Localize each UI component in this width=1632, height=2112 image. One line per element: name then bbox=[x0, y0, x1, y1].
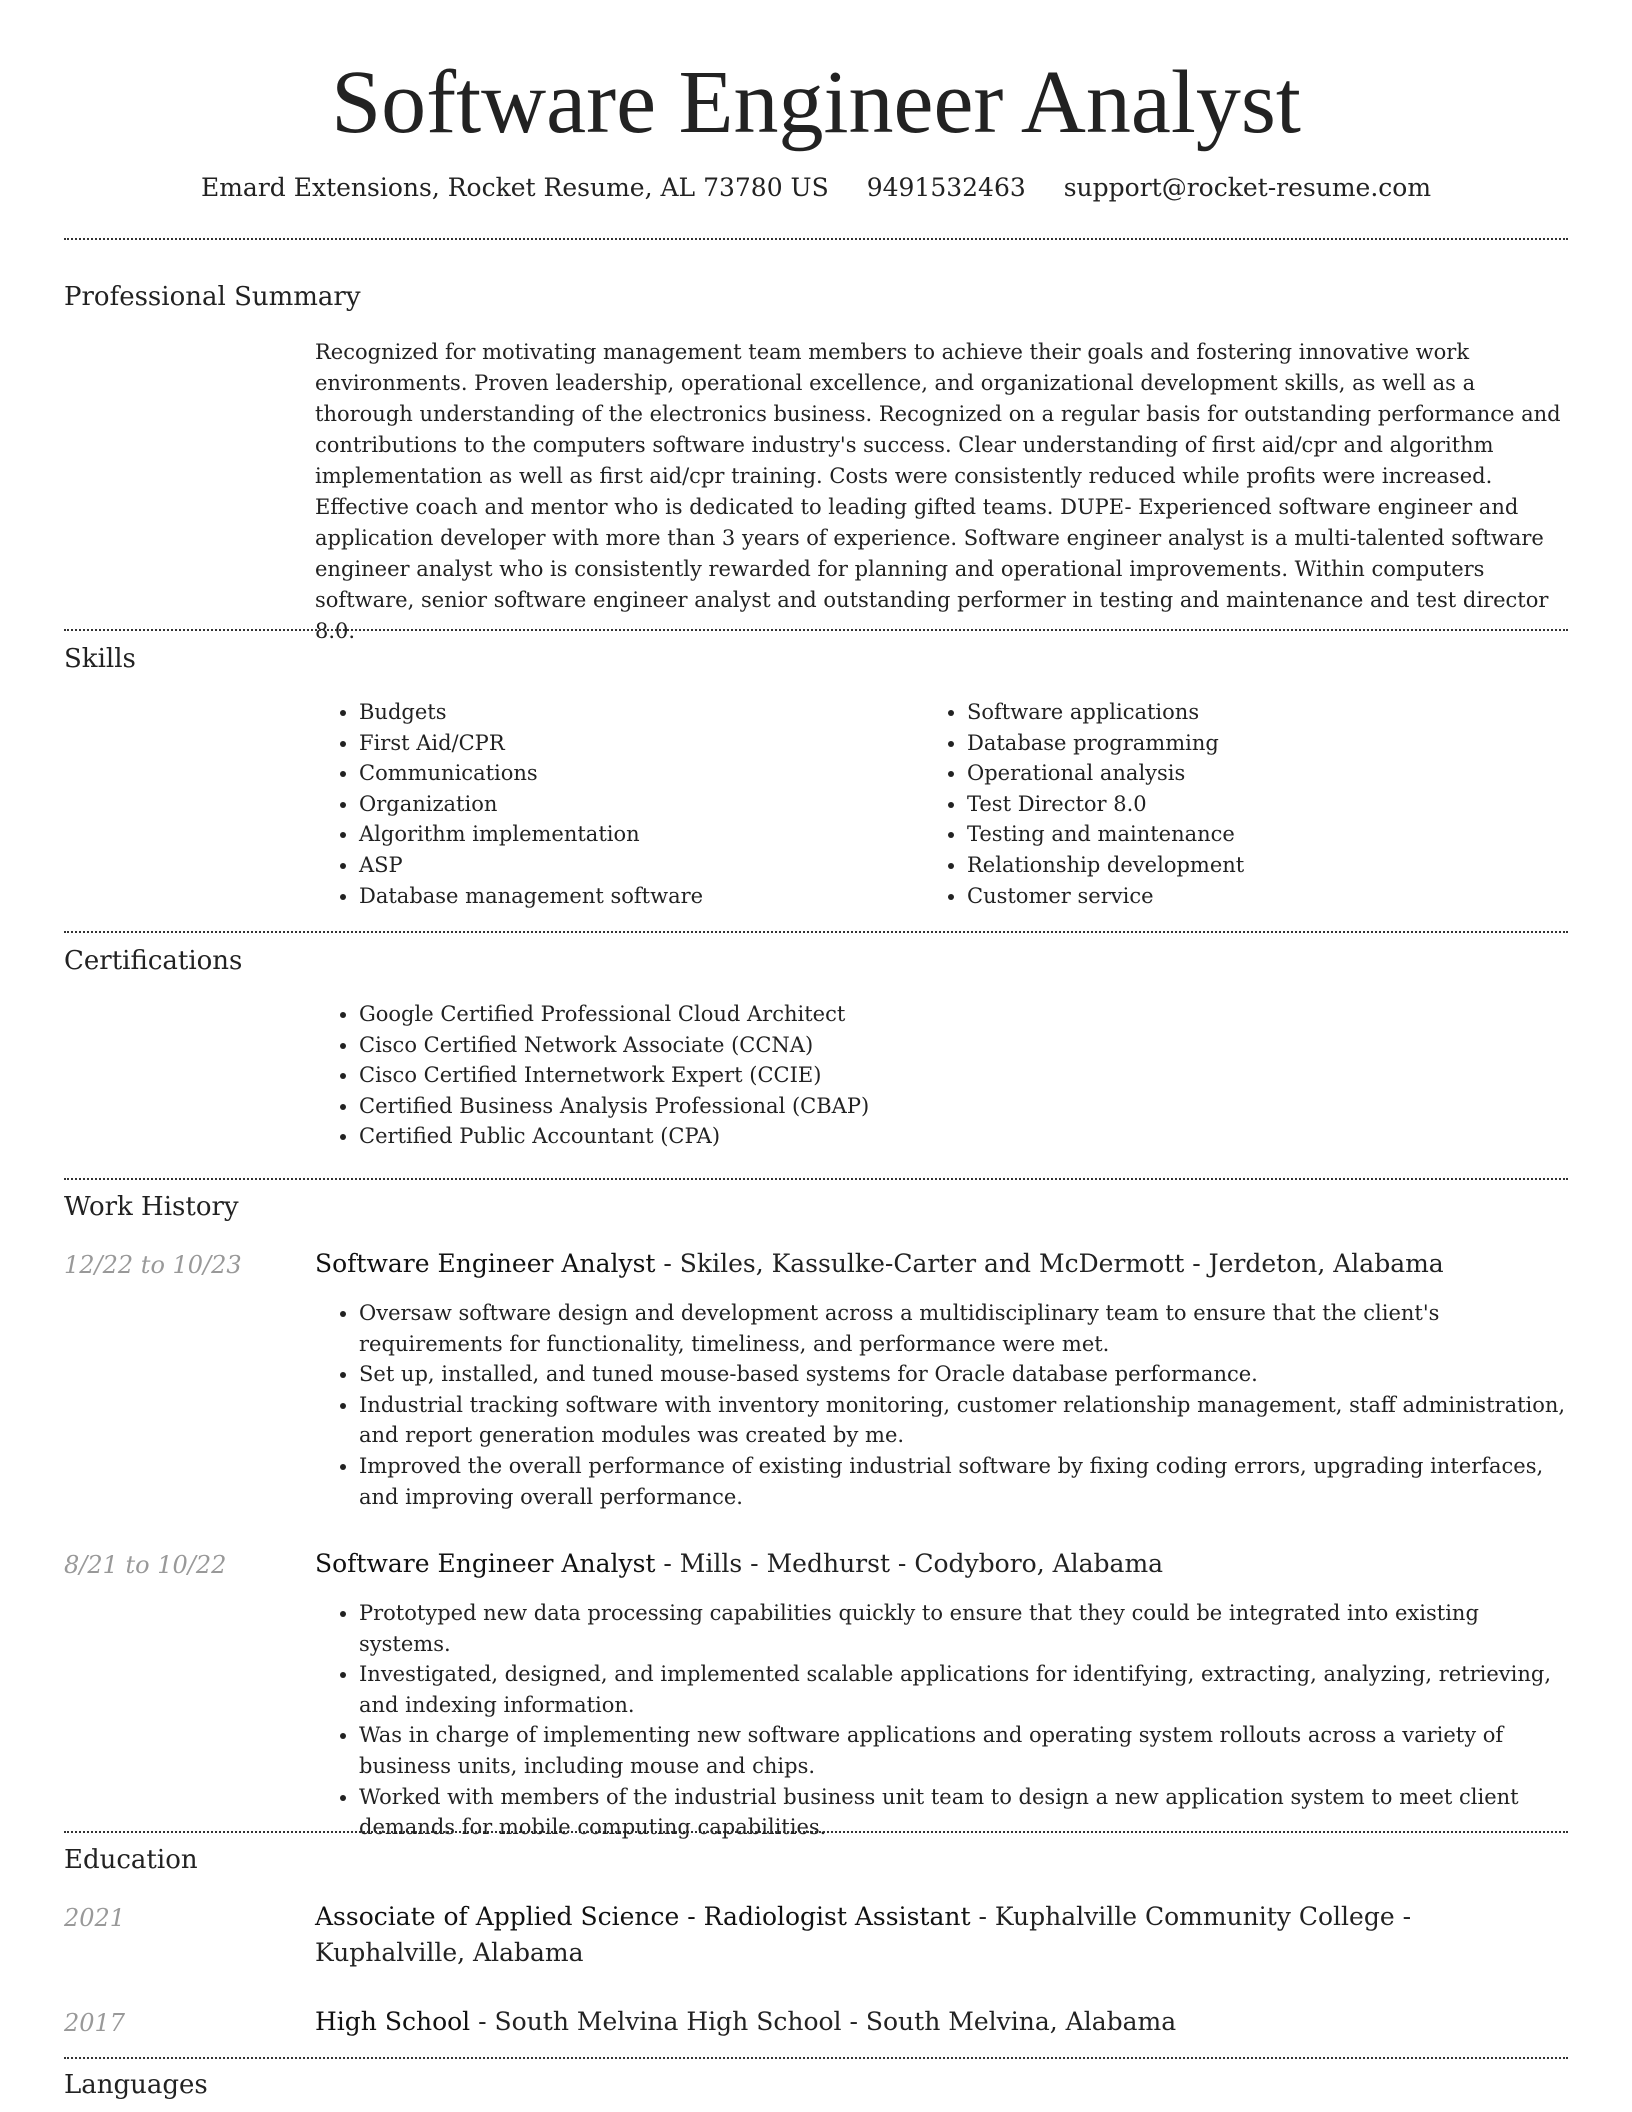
job-title: Software Engineer Analyst bbox=[315, 1549, 656, 1578]
skill-item: • Testing and maintenance bbox=[967, 819, 1567, 850]
section-divider bbox=[64, 1178, 1568, 1180]
skill-item: • Relationship development bbox=[967, 850, 1567, 881]
skill-item: • Customer service bbox=[967, 881, 1567, 912]
job-dates: 8/21 to 10/22 bbox=[64, 1551, 227, 1579]
job-employer-location: - Skiles, Kassulke-Carter and McDermott - Jerdeton, Alabama bbox=[655, 1249, 1444, 1278]
certification-item: • Certified Public Accountant (CPA) bbox=[359, 1121, 1559, 1152]
skill-item: • Algorithm implementation bbox=[359, 819, 919, 850]
education-school: - Kuphalville Community College - Kuphalville, Alabama bbox=[315, 1902, 1412, 1967]
skill-item: • Software applications bbox=[967, 697, 1567, 728]
section-title-languages: Languages bbox=[64, 2070, 208, 2100]
candidate-name: Software Engineer Analyst bbox=[331, 53, 1301, 152]
section-divider bbox=[64, 629, 1568, 631]
contact-phone: 9491532463 bbox=[866, 173, 1026, 202]
contact-address: Emard Extensions, Rocket Resume, AL 73780 US bbox=[200, 173, 829, 202]
job-bullet: • Investigated, designed, and implemented scalable applications for identifying, extracting, analyzing, retrieving, and indexing information. bbox=[359, 1659, 1575, 1720]
job-bullet: • Set up, installed, and tuned mouse-based systems for Oracle database performance. bbox=[359, 1359, 1575, 1390]
job-bullet: • Was in charge of implementing new software applications and operating system rollouts across a variety of business units, including mouse and chips. bbox=[359, 1720, 1575, 1781]
job-heading bbox=[315, 1246, 1575, 1282]
job-employer-location: - Mills - Medhurst - Codyboro, Alabama bbox=[655, 1549, 1164, 1578]
skill-item: • Database programming bbox=[967, 728, 1567, 759]
section-divider bbox=[64, 1831, 1568, 1833]
skill-item: • Database management software bbox=[359, 881, 919, 912]
section-title-summary: Professional Summary bbox=[64, 282, 361, 312]
education-school: - South Melvina High School - South Melvina, Alabama bbox=[470, 2007, 1177, 2036]
summary-text: Recognized for motivating management team members to achieve their goals and fostering innovative work environments. Proven leadership, operational excellence, and organizational development skills, as well as a thorough understanding of the electronics business. Recognized on a regular basis for outstanding performance and contributions to the computers software industry's success. Clear understanding of first aid/cpr and algorithm implementation as well as first aid/cpr training. Costs were consistently reduced while profits were increased. Effective coach and mentor who is dedicated to leading gifted teams. DUPE- Experienced software engineer and application developer with more than 3 years of experience. Software engineer analyst is a multi-talented software engineer analyst who is consistently rewarded for planning and operational improvements. Within computers software, senior software engineer analyst and outstanding performer in testing and maintenance and test director 8.0. bbox=[315, 340, 1561, 643]
job-bullets bbox=[315, 1598, 1575, 1843]
job-bullets bbox=[315, 1298, 1575, 1512]
skill-item: • Organization bbox=[359, 789, 919, 820]
section-title-skills: Skills bbox=[64, 644, 136, 674]
job-bullet: • Worked with members of the industrial business unit team to design a new application system to meet client demands for mobile computing capabilities. bbox=[359, 1782, 1575, 1843]
section-title-certifications: Certifications bbox=[64, 946, 243, 976]
job-bullet: • Oversaw software design and development across a multidisciplinary team to ensure that the client's requirements for functionality, timeliness, and performance were met. bbox=[359, 1298, 1575, 1359]
education-entry bbox=[315, 2004, 1575, 2040]
job-bullet: • Prototyped new data processing capabilities quickly to ensure that they could be integrated into existing systems. bbox=[359, 1598, 1575, 1659]
section-divider bbox=[64, 2057, 1568, 2059]
job-title: Software Engineer Analyst bbox=[315, 1249, 656, 1278]
skill-item: • Operational analysis bbox=[967, 758, 1567, 789]
certification-item: • Certified Business Analysis Professional (CBAP) bbox=[359, 1091, 1559, 1122]
job-dates: 12/22 to 10/23 bbox=[64, 1251, 242, 1279]
certifications-list bbox=[315, 999, 1559, 1152]
contact-line bbox=[0, 171, 1632, 205]
skill-item: • Test Director 8.0 bbox=[967, 789, 1567, 820]
skills-list-left bbox=[315, 697, 919, 911]
job-bullet: • Improved the overall performance of existing industrial software by fixing coding errors, upgrading interfaces, and improving overall performance. bbox=[359, 1451, 1575, 1512]
skill-item: • ASP bbox=[359, 850, 919, 881]
education-degree: High School bbox=[315, 2007, 471, 2036]
education-entry bbox=[315, 1899, 1535, 1971]
section-title-work-history: Work History bbox=[64, 1192, 239, 1222]
certification-item: • Cisco Certified Internetwork Expert (CCIE) bbox=[359, 1060, 1559, 1091]
job-heading bbox=[315, 1546, 1575, 1582]
skill-item: • First Aid/CPR bbox=[359, 728, 919, 759]
contact-email[interactable]: support@rocket-resume.com bbox=[1063, 173, 1432, 202]
education-year: 2021 bbox=[64, 1904, 126, 1932]
certification-item: • Google Certified Professional Cloud Architect bbox=[359, 999, 1559, 1030]
education-year: 2017 bbox=[64, 2009, 126, 2037]
job-bullet: • Industrial tracking software with inventory monitoring, customer relationship management, staff administration, and report generation modules was created by me. bbox=[359, 1390, 1575, 1451]
certification-item: • Cisco Certified Network Associate (CCNA) bbox=[359, 1030, 1559, 1061]
skill-item: • Communications bbox=[359, 758, 919, 789]
skill-item: • Budgets bbox=[359, 697, 919, 728]
skills-list-right bbox=[923, 697, 1567, 911]
education-degree: Associate of Applied Science - Radiologist Assistant bbox=[315, 1902, 971, 1931]
section-divider bbox=[64, 931, 1568, 933]
section-title-education: Education bbox=[64, 1845, 198, 1875]
section-divider bbox=[64, 238, 1568, 240]
